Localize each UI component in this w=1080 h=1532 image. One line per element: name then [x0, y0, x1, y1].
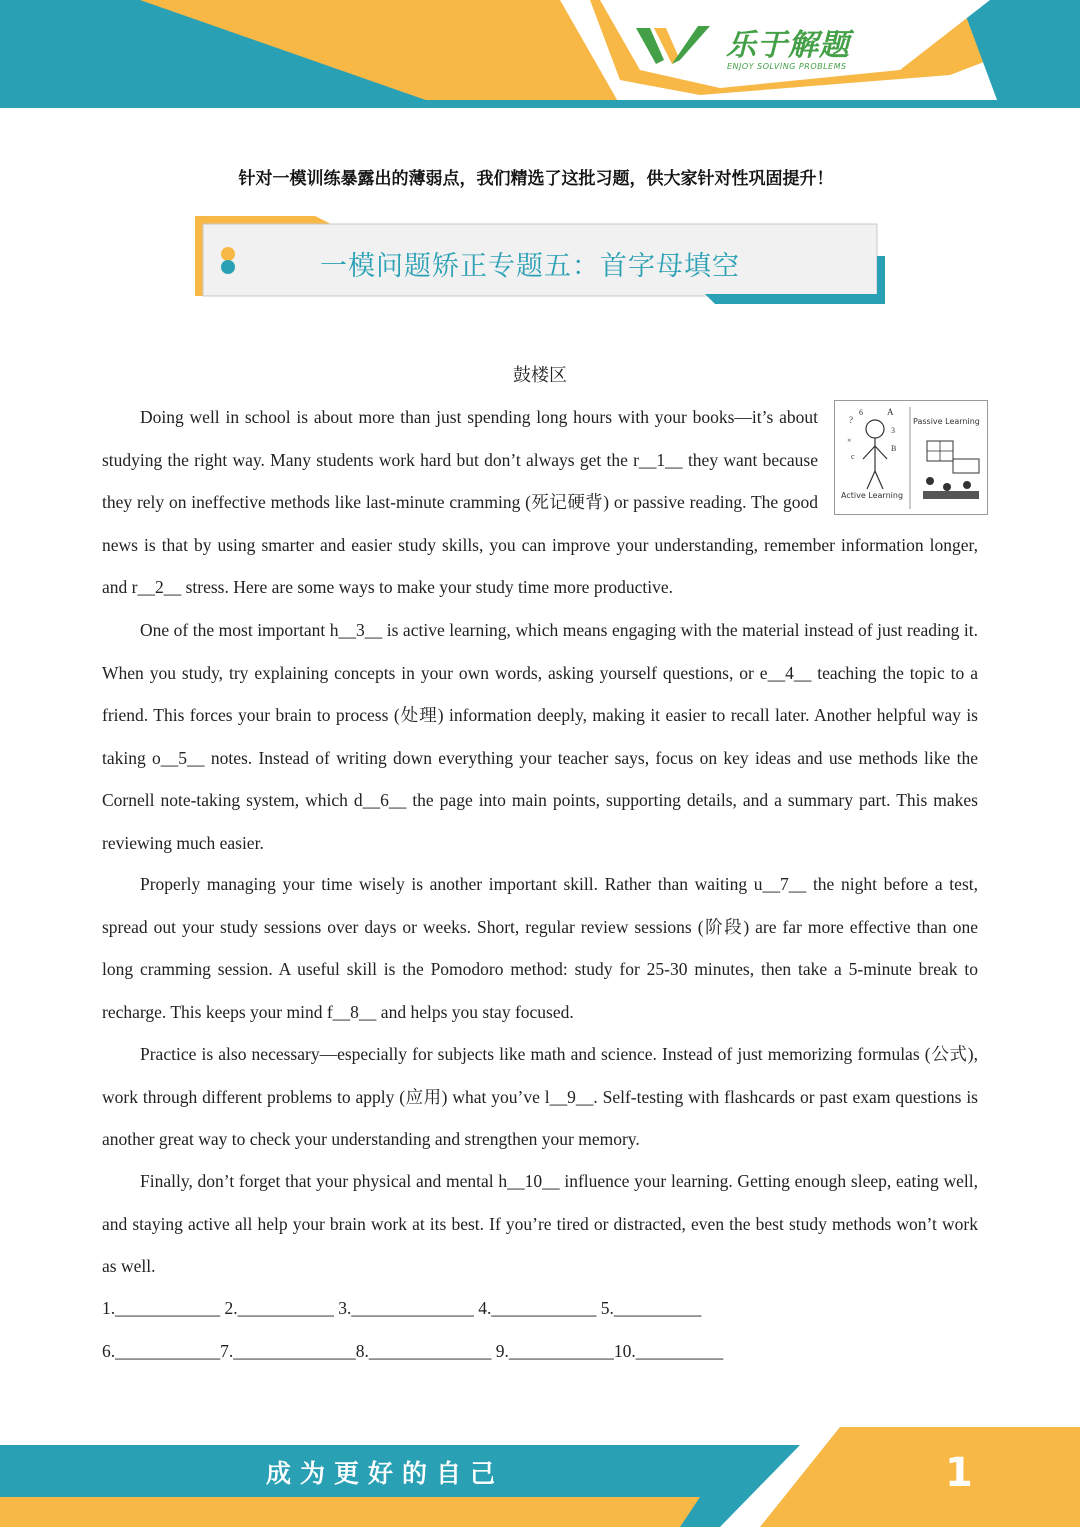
paragraph-text: Properly managing your time wisely is another important skill. Rather than waiting u__7__ the night before a test, spread out your study sessions over days or weeks. Short, regular review sessions (阶段) are far more effective than one long cramming session. A useful skill is the Pomodoro method: study for 25-30 minutes, then take a 5-minute break to recharge. This keeps your mind f__8__ and helps you stay focused.: [102, 874, 978, 1022]
footer-decoration: [0, 1427, 1080, 1527]
svg-text:c: c: [851, 452, 855, 461]
illustration-spacer: [818, 396, 978, 520]
brand-name: 乐于解题: [726, 28, 850, 63]
active-learning-label: Active Learning: [841, 491, 904, 500]
svg-text:×: ×: [847, 436, 852, 445]
passage-paragraph-2: [102, 609, 978, 864]
paragraph-text: One of the most important h__3__ is active learning, which means engaging with the material instead of just reading it. When you study, try explaining concepts in your own words, asking yourself questions, or e__4__ teaching the topic to a friend. This forces your brain to process (处理) information deeply, making it easier to recall later. Another helpful way is taking o__5__ notes. Instead of writing down everything your teacher says, focus on key ideas and use methods like the Cornell note-taking system, which d__6__ the page into main points, supporting details, and a summary part. This makes reviewing much easier.: [102, 620, 978, 853]
paragraph-text: Finally, don’t forget that your physical and mental h__10__ influence your learning. Getting enough sleep, eating well, and staying active all help your brain work at its best. If you’re tired or distracted, even the best study methods won’t work as well.: [102, 1171, 978, 1276]
svg-text:B: B: [891, 444, 897, 453]
page-number: 1: [945, 1450, 973, 1496]
svg-text:6: 6: [859, 408, 863, 417]
w-check-logo-icon: [636, 24, 716, 68]
header-banner: [0, 0, 1080, 110]
passive-learning-label: Passive Learning: [913, 417, 980, 426]
svg-text:A: A: [887, 407, 894, 417]
brand-tagline: ENJOY SOLVING PROBLEMS: [727, 62, 847, 71]
svg-text:?: ?: [849, 415, 853, 425]
footer-slogan: 成为更好的自己: [266, 1459, 505, 1488]
passage-paragraph-3: [102, 863, 978, 1033]
intro-text: 针对一模训练暴露出的薄弱点，我们精选了这批习题，供大家针对性巩固提升！: [238, 169, 834, 189]
banner-title: 一模问题矫正专题五：首字母填空: [320, 251, 740, 282]
passage-paragraph-1: [102, 396, 978, 609]
passage-paragraph-5: [102, 1160, 978, 1288]
header-decoration: [0, 0, 1080, 110]
paragraph-text: Doing well in school is about more than just spending long hours with your books—it’s about studying the right way. Many students work hard but don’t always get the r__1__ they want because they rely on ineffective methods like last-minute cramming (死记硬背) or passive reading. The good news is that by using smarter and easier study skills, you can improve your understanding, remember information longer, and r__2__ stress. Here are some ways to make your study time more productive.: [102, 407, 978, 597]
paragraph-text: Practice is also necessary—especially for subjects like math and science. Instead of just memorizing formulas (公式), work through different problems to apply (应用) what you’ve l__9__. Self-testing with flashcards or past exam questions is another great way to check your understanding and strengthen your memory.: [102, 1044, 978, 1149]
passage-paragraph-4: [102, 1033, 978, 1161]
district-label: 鼓楼区: [513, 365, 567, 385]
answer-row-2: 6.____________7.______________8.______________ 9.____________10.__________: [102, 1341, 724, 1361]
answer-row-1: 1.____________ 2.___________ 3.______________ 4.____________ 5.__________: [102, 1298, 702, 1318]
svg-text:3: 3: [891, 426, 895, 435]
footer-banner: [0, 1427, 1080, 1527]
